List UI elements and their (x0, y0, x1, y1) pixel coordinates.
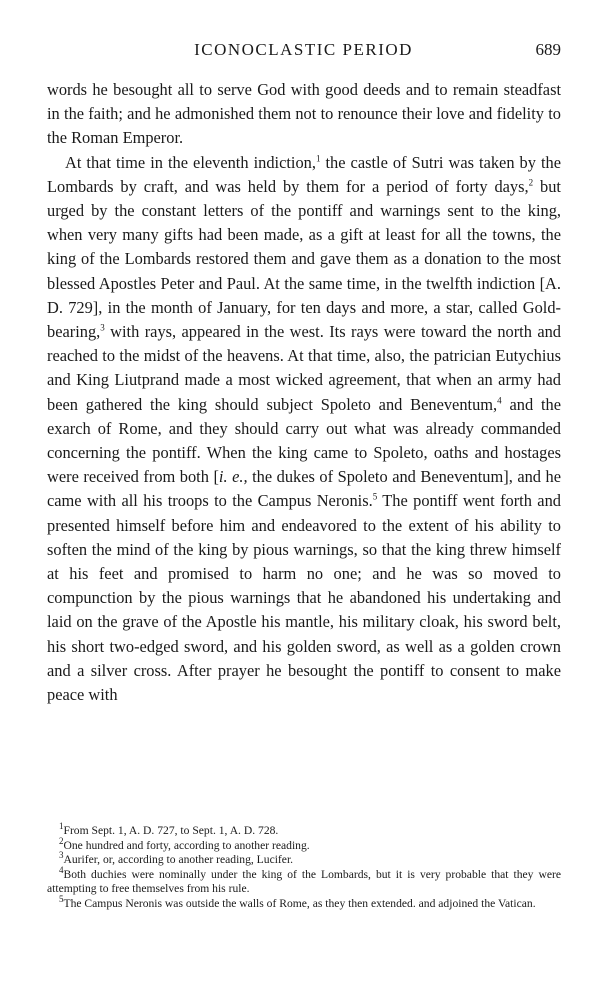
footnote-mark: 5 (59, 894, 64, 905)
footnote-5 (47, 894, 561, 912)
footnote-2 (47, 835, 561, 854)
text-run: The pontiff went forth and presented himself before him and endeavored to the extent of his ability to soften the mind of the king by pious warnings, so that the king threw himself at his feet and promised to harm no one; and he was so moved to compunction by the pious warnings that he abandoned his undertaking and laid on the grave of the Apostle his mantle, his military cloak, his sword belt, his short two-edged sword, and his golden sword, as well as a golden crown and a silver cross. After prayer he besought the pontiff to consent to make peace with (47, 491, 561, 705)
text-run: and the exarch of Rome, and they should carry out what was already commanded concerning the pontiff. When the king came to Spoleto, oaths and hostages were received from both [ (47, 394, 562, 487)
footnote-text: Both duchies were nominally under the king of the Lombards, but it is very probable that they were attempting to free themselves from his rule. (47, 867, 561, 896)
footnote-1 (47, 821, 561, 839)
text-run: At that time in the eleventh indiction, (65, 152, 316, 172)
footnote-ref-3: 3 (100, 322, 105, 333)
text-run: the castle of Sutri was taken by the Lombards by craft, and was held by them for a period of forty days, (47, 152, 561, 196)
footnote-mark: 4 (59, 864, 64, 875)
italic-ie: i. e., (218, 467, 248, 487)
footnote-mark: 2 (59, 835, 64, 846)
footnote-text: Aurifer, or, according to another reading, Lucifer. (63, 853, 294, 867)
paragraph-sutri (47, 151, 561, 708)
footnote-ref-1: 1 (315, 153, 321, 164)
main-text (47, 78, 561, 707)
footnote-text: One hundred and forty, according to another reading. (63, 838, 310, 852)
footnotes (47, 821, 561, 912)
footnote-text: The Campus Neronis was outside the walls of Rome, as they then extended. and adjoined the Vatican. (63, 896, 536, 910)
footnote-ref-2: 2 (528, 177, 534, 188)
text-run: but urged by the constant letters of the pontiff and warnings sent to the king, when very many gifts had been made, as a gift at least for all the towns, the king of the Lombards restored them and gave them as a donation to the most blessed Apostles Peter and Paul. At the same time, in the twelfth indiction [A. D. 729], in the month of January, for ten days and more, a star, called Gold-bearing, (47, 176, 561, 342)
footnote-ref-5: 5 (372, 491, 378, 502)
footnote-text: From Sept. 1, A. D. 727, to Sept. 1, A. D. 728. (63, 824, 279, 837)
text-run: the dukes of Spoleto and Beneventum], and he came with all his troops to the Campus Neronis. (47, 467, 561, 511)
text-run: with rays, appeared in the west. Its rays were toward the north and reached to the midst of the heavens. At that time, also, the patrician Eutychius and King Liutprand made a most wicked agreement, that when an army had been gathered the king should subject Spoleto and Beneventum, (47, 322, 561, 414)
running-header: ICONOCLASTIC PERIOD (194, 40, 413, 59)
footnote-4 (47, 864, 561, 897)
footnote-mark: 3 (59, 850, 64, 861)
footnote-mark: 1 (59, 821, 64, 832)
page-number: 689 (535, 40, 561, 59)
footnote-ref-4: 4 (497, 395, 502, 406)
footnote-3 (47, 850, 561, 868)
paragraph-continuation: words he besought all to serve God with good deeds and to remain steadfast in the faith; and he admonished them not to renounce their love and fidelity to the Roman Emperor. (47, 80, 561, 148)
